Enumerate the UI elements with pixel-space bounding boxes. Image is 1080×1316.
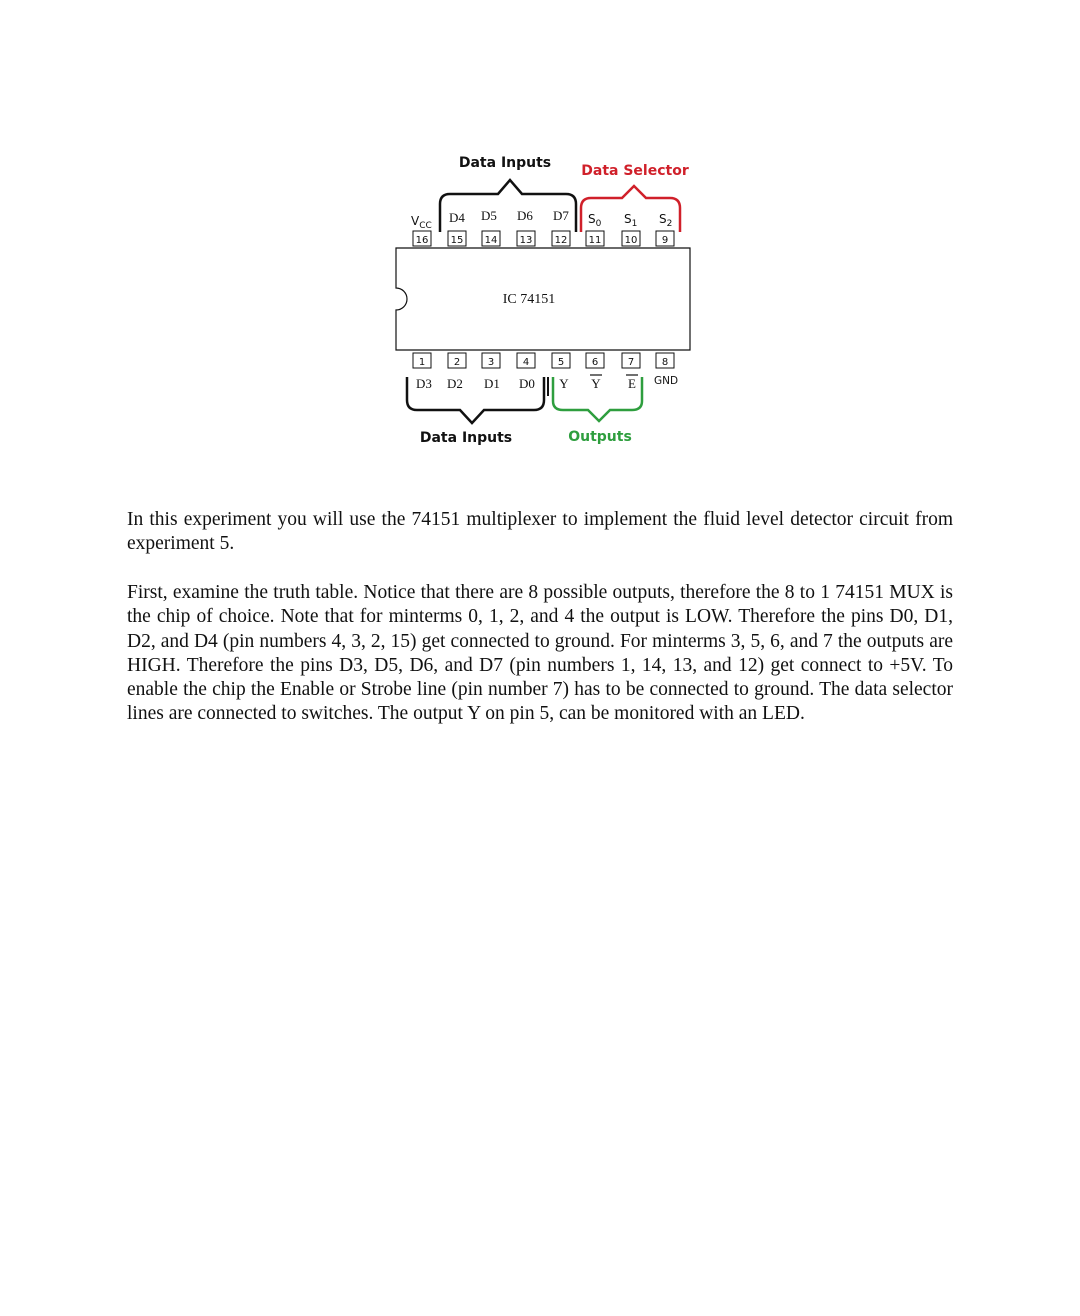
outputs-label: Outputs [568,429,632,445]
pin-number-1: 1 [418,357,426,368]
bottom-pin-numbers [419,357,668,368]
pin-number-8: 8 [661,357,669,368]
pin-number-15: 15 [450,235,464,246]
pin-name-d0: D0 [519,376,535,391]
bottom-data-inputs-label: Data Inputs [419,430,513,446]
pin-number-12: 12 [554,235,568,246]
data-selector-label: Data Selector [581,163,689,179]
pin-number-10: 10 [624,235,638,246]
bottom-pin-boxes [413,353,674,368]
pin-name-y: Y [559,376,569,391]
pin-number-3: 3 [487,357,495,368]
pin-number-7: 7 [627,357,635,368]
top-pin-names [411,208,672,231]
pin-name-d6: D6 [517,208,533,223]
bottom-pin-names [416,376,636,391]
pin-number-4: 4 [522,357,530,368]
pin-number-16: 16 [415,235,429,246]
pin-number-14: 14 [484,235,498,246]
pin-name-s1: $S_1$ [624,212,638,229]
ic-74151-pinout-diagram [0,0,1080,480]
pin-name-e-bar: E [628,376,636,391]
top-data-inputs-label: Data Inputs [458,155,552,171]
pin-name-gnd: GND [653,375,679,387]
pin-name-s2: $S_2$ [659,212,673,229]
pin-number-2: 2 [453,357,461,368]
pin-name-d5: D5 [481,208,497,223]
top-pin-numbers [416,235,669,246]
pin-name-y-bar: Y [591,376,601,391]
pin-number-9: 9 [661,235,669,246]
pin-name-d3: D3 [416,376,432,391]
pin-number-13: 13 [519,235,533,246]
pin-number-6: 6 [591,357,599,368]
pin-name-s0: $S_0$ [588,212,602,229]
pin-number-11: 11 [588,235,602,246]
chip-label: IC 74151 [502,292,556,307]
intro-paragraph: In this experiment you will use the 74151 multiplexer to implement the fluid level detector circuit from experiment 5. [127,509,953,555]
pin-number-5: 5 [557,357,565,368]
pin-name-d2: D2 [447,376,463,391]
pin-name-d7: D7 [553,208,569,223]
pin-name-vcc: $V_{CC}$ [411,214,432,231]
pin-name-d4: D4 [449,210,465,225]
pin-name-d1: D1 [484,376,500,391]
instructions-paragraph: First, examine the truth table. Notice that there are 8 possible outputs, therefore the 8 to 1 74151 MUX is the chip of choice. Note that for minterms 0, 1, 2, and 4 the output is LOW. Therefore the pins D0, D1, D2, and D4 (pin numbers 4, 3, 2, 15) get connected to ground. For minterms 3, 5, 6, and 7 the outputs are HIGH. Therefore the pins D3, D5, D6, and D7 (pin numbers 1, 14, 13, and 12) get connect to +5V. To enable the chip the Enable or Strobe line (pin number 7) has to be connected to ground. The data selector lines are connected to switches. The output Y on pin 5, can be monitored with an LED. [127,582,953,725]
